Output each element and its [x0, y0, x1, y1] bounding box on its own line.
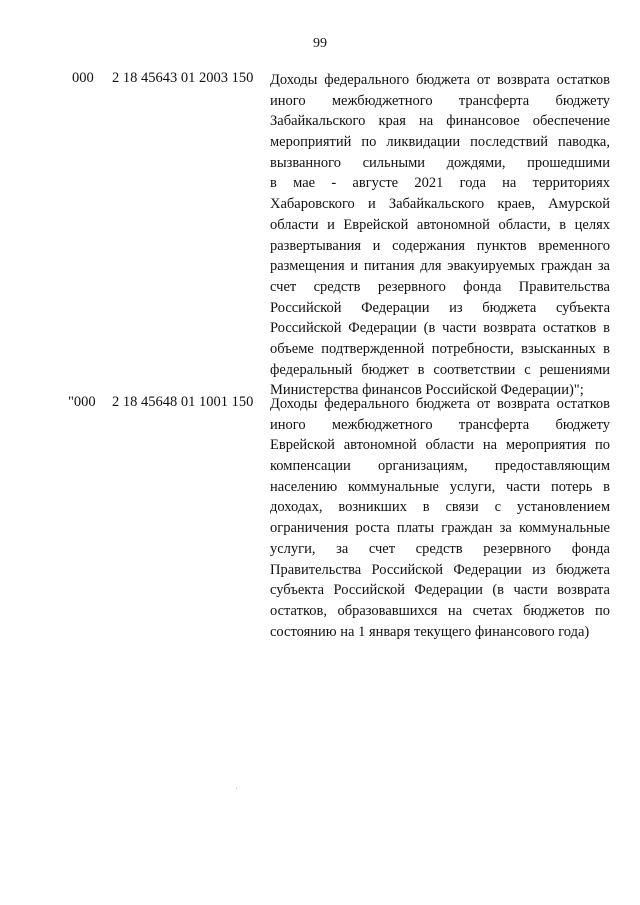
- description-line: объеме подтвержденной потребности, взысканных в: [270, 340, 610, 357]
- scan-speck: [236, 788, 237, 789]
- description-line: состоянию на 1 января текущего финансового года): [270, 623, 590, 640]
- description-line: Министерства финансов Российской Федерации)";: [270, 382, 584, 399]
- income-description: [270, 70, 610, 401]
- admin-code: 000: [72, 70, 94, 86]
- description-line: Хабаровского и Забайкальского краев, Амурской: [270, 196, 610, 213]
- description-line: иного межбюджетного трансферта бюджету: [270, 416, 610, 433]
- description-line: субъекта Российской Федерации (в части возврата: [270, 582, 610, 599]
- description-line: развертывания и содержания пунктов временного: [270, 237, 610, 254]
- description-line: компенсации организациям, предоставляющим: [270, 458, 610, 475]
- description-line: Российской Федерации (в части возврата остатков в: [270, 320, 610, 337]
- description-line: Забайкальского края на финансовое обеспечение: [270, 113, 610, 130]
- description-line: мероприятий по ликвидации последствий паводка,: [270, 134, 610, 151]
- page-number: 99: [313, 36, 327, 51]
- description-line: федеральный бюджет в соответствии с решениями: [270, 361, 610, 378]
- description-line: Доходы федерального бюджета от возврата остатков: [270, 396, 610, 412]
- description-line: иного межбюджетного трансферта бюджету: [270, 92, 610, 109]
- description-line: размещения и питания для эвакуируемых граждан за: [270, 258, 610, 275]
- description-line: остатков, образовавшихся на счетах бюджетов по: [270, 602, 610, 619]
- description-line: Доходы федерального бюджета от возврата остатков: [270, 72, 610, 88]
- description-line: доходах, возникших в связи с установлением: [270, 499, 610, 516]
- description-line: Еврейской автономной области на мероприятия по: [270, 437, 610, 454]
- budget-classification-code: 2 18 45648 01 1001 150: [112, 394, 254, 410]
- description-line: в мае - августе 2021 года на территориях: [270, 175, 610, 192]
- description-line: вызванного сильными дождями, прошедшими: [270, 154, 610, 171]
- description-line: ограничения роста платы граждан за коммунальные: [270, 520, 610, 537]
- description-line: Правительства Российской Федерации из бюджета: [270, 561, 610, 578]
- description-line: услуги, за счет средств резервного фонда: [270, 540, 610, 557]
- income-description: [270, 394, 610, 642]
- description-line: Российской Федерации из бюджета субъекта: [270, 299, 610, 316]
- description-line: области и Еврейской автономной области, в целях: [270, 216, 610, 233]
- admin-code: "000: [68, 394, 96, 410]
- budget-classification-code: 2 18 45643 01 2003 150: [112, 70, 254, 86]
- description-line: населению коммунальные услуги, части потерь в: [270, 478, 610, 495]
- description-line: счет средств резервного фонда Правительства: [270, 278, 610, 295]
